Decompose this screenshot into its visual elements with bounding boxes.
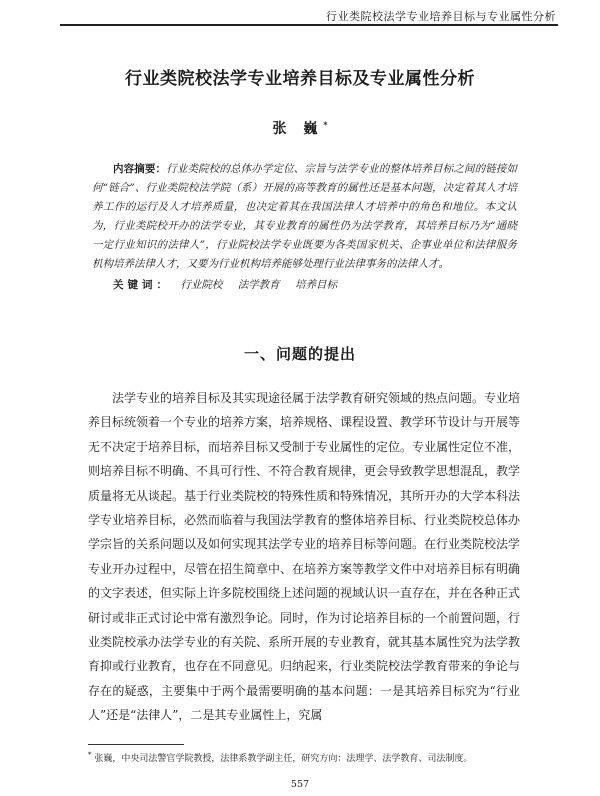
author-footnote-mark: * — [323, 119, 328, 130]
article-title: 行业类院校法学专业培养目标及专业属性分析 — [125, 69, 475, 89]
footnote — [88, 751, 528, 764]
keywords-label: 关键词： — [113, 279, 171, 291]
author-line — [0, 118, 600, 138]
body-paragraph: 法学专业的培养目标及其实现途径属于法学教育研究领域的热点问题。专业培养目标统领着一个专业的培养方案，培养规格、课程设置、教学环节设计与开展等无不决定于培养目标，而培养目标又受制于专业属性的定位。专业属性定位不准，则培养目标不明确、不具可行性、不符合教育规律，更会导致教学思想混乱，教学质量将无从谈起。基于行业类院校的特殊性质和特殊情况，其所开办的大学本科法学专业培养目标，必然而临着与我国法学教育的整体培养目标、行业类院校总体办学宗旨的关系问题以及如何实现其法学专业的培养目标等问题。在行业类院校法学专业开办过程中，尽管在招生简章中、在培养方案等教学文件中对培养目标有明确的文字表述，但实际上许多院校围绕上述问题的视域认识一直存在，并在各种正式研讨或非正式讨论中常有激烈争论。同时，作为讨论培养目标的一个前置问题，行业类院校承办法学专业的有关院、系所开展的专业教育，就其基本属性究为法学教育抑或行业教育，也存在不同意见。归纳起来，行业类院校法学教育带来的争论与存在的疑惑，主要集中于两个最需要明确的基本问题：一是其培养目标究为“行业人”还是“法律人”，二是其专业属性上，究属 — [88, 391, 521, 723]
keyword-item: 法学教育 — [237, 279, 280, 291]
section-heading: 一、问题的提出 — [243, 345, 356, 363]
abstract-text: 行业类院校的总体办学定位、宗旨与法学专业的整体培养目标之间的链接如何“链合”、行业类院校法学院（系）开展的高等教育的属性还是基本问题，决定着其人才培养工作的运行及人才培养质量，也决定着其在我国法律人才培养中的角色和地位。本文认为，行业类院校开办的法学专业，其专业教育的属性仍为法学教育，其培养目标乃为“通晓一定行业知识的法律人”，行业院校法学专业既要为各类国家机关、企事业单位和法律服务机构培养法律人才，又要为行业机构培养能够处理行业法律事务的法律人才。 — [92, 163, 518, 270]
running-head — [60, 8, 558, 26]
running-head-text: 行业类院校法学专业培养目标与专业属性分析 — [326, 10, 556, 23]
abstract — [92, 160, 517, 274]
footnote-mark: * — [88, 751, 92, 759]
keyword-item: 行业院校 — [180, 279, 223, 291]
footnote-rule — [88, 744, 184, 745]
page-number: 557 — [290, 779, 310, 790]
abstract-label: 内容摘要： — [113, 163, 167, 175]
author-name: 张 巍 — [272, 121, 324, 137]
keywords — [113, 277, 349, 292]
keyword-item: 培养目标 — [295, 279, 338, 291]
footnote-text: 张巍，中央司法警官学院教授，法律系教学副主任，研究方向：法理学、法学教育、司法制度。 — [94, 754, 473, 764]
